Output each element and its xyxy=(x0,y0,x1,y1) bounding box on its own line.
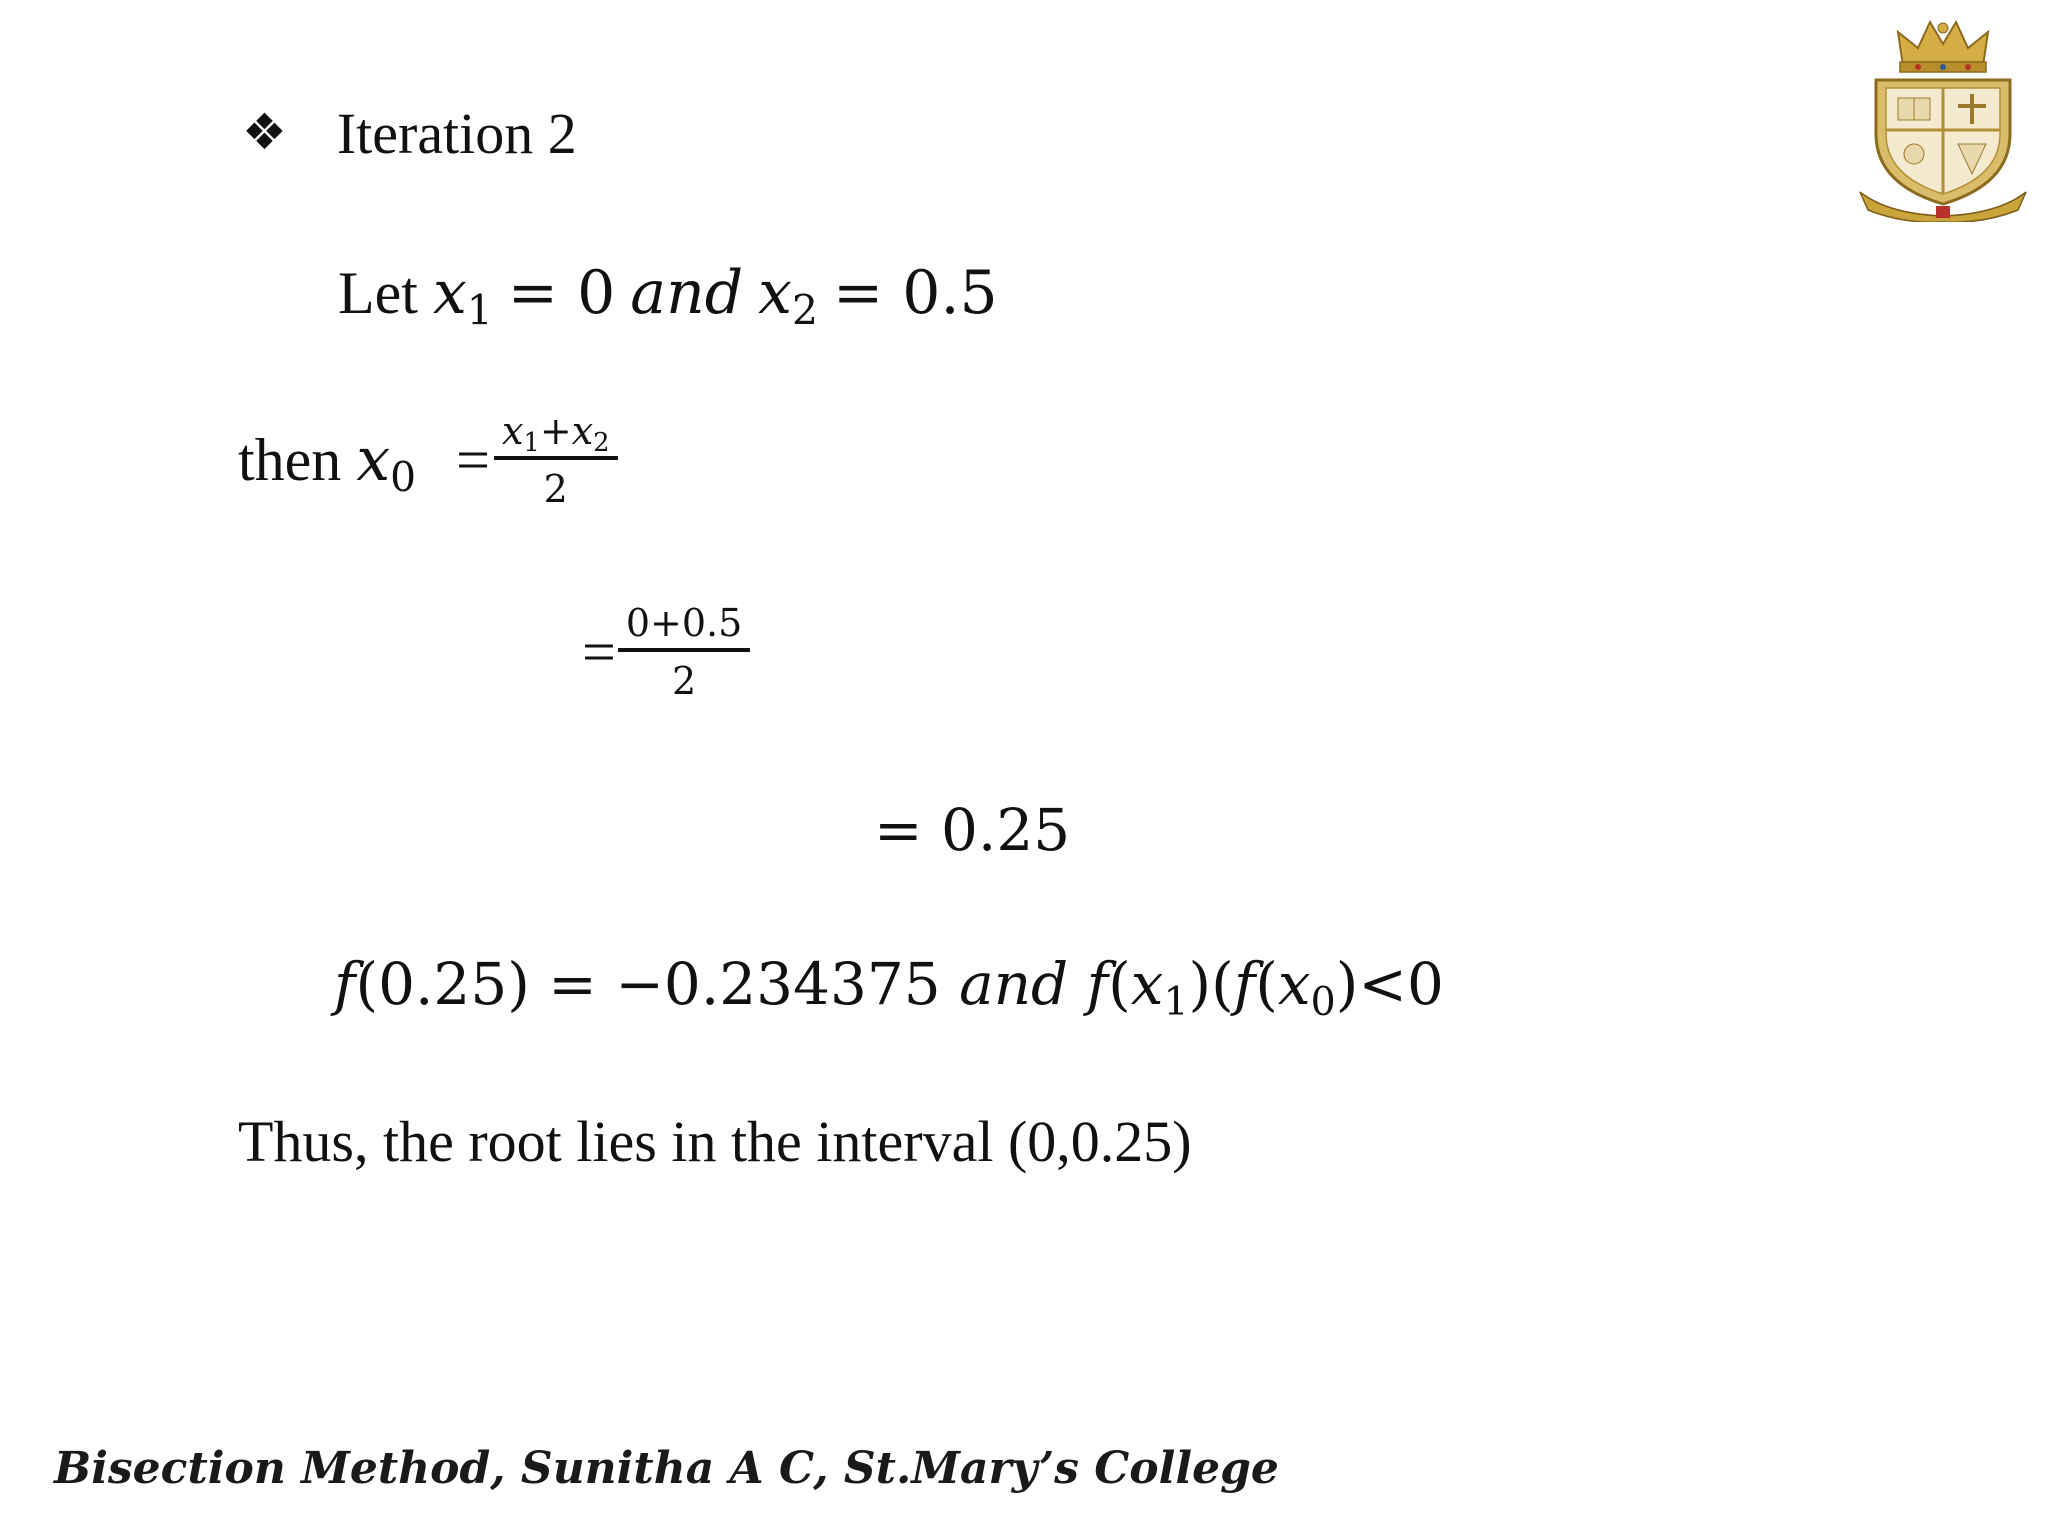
and-word: and xyxy=(630,258,744,328)
shield-icon xyxy=(1876,80,2010,204)
heading-text: Iteration 2 xyxy=(336,101,577,166)
fraction-denominator: 2 xyxy=(671,659,697,703)
footer-credit: Bisection Method, Sunitha A C, St.Mary’s College xyxy=(54,1443,1279,1494)
college-crest-icon xyxy=(1858,14,2028,222)
fraction-denominator: 2 xyxy=(543,467,568,511)
fraction-numerator: 0+0.5 xyxy=(618,604,750,652)
equals-sign: = xyxy=(456,426,490,493)
let-statement xyxy=(338,258,998,335)
equals-sign: = xyxy=(582,618,616,685)
result-line: = 0.25 xyxy=(874,796,1071,864)
eq-half: = 0.5 xyxy=(832,258,998,328)
then-word: then xyxy=(238,426,342,493)
var-x1: $x_1$ xyxy=(432,258,493,335)
var-x0: $x_0$ xyxy=(356,425,417,502)
diamond-bullet-icon: ❖ xyxy=(242,102,287,161)
let-word: Let xyxy=(338,260,418,326)
eq-zero: = 0 xyxy=(507,258,616,328)
function-evaluation-line: f(0.25) = −0.234375 and $f(x_1)(f(x_0)<0$ xyxy=(334,950,1444,1026)
fraction-numerator: $x_1+x_2$ xyxy=(494,412,618,460)
midpoint-fraction xyxy=(494,409,618,511)
then-statement xyxy=(238,409,618,511)
slide-heading xyxy=(242,100,577,167)
substitution-line xyxy=(582,601,750,703)
substitution-fraction xyxy=(618,601,750,703)
crown-icon xyxy=(1898,22,1988,72)
var-x2: $x_2$ xyxy=(758,258,818,335)
conclusion-text: Thus, the root lies in the interval (0,0.25) xyxy=(238,1109,1192,1174)
